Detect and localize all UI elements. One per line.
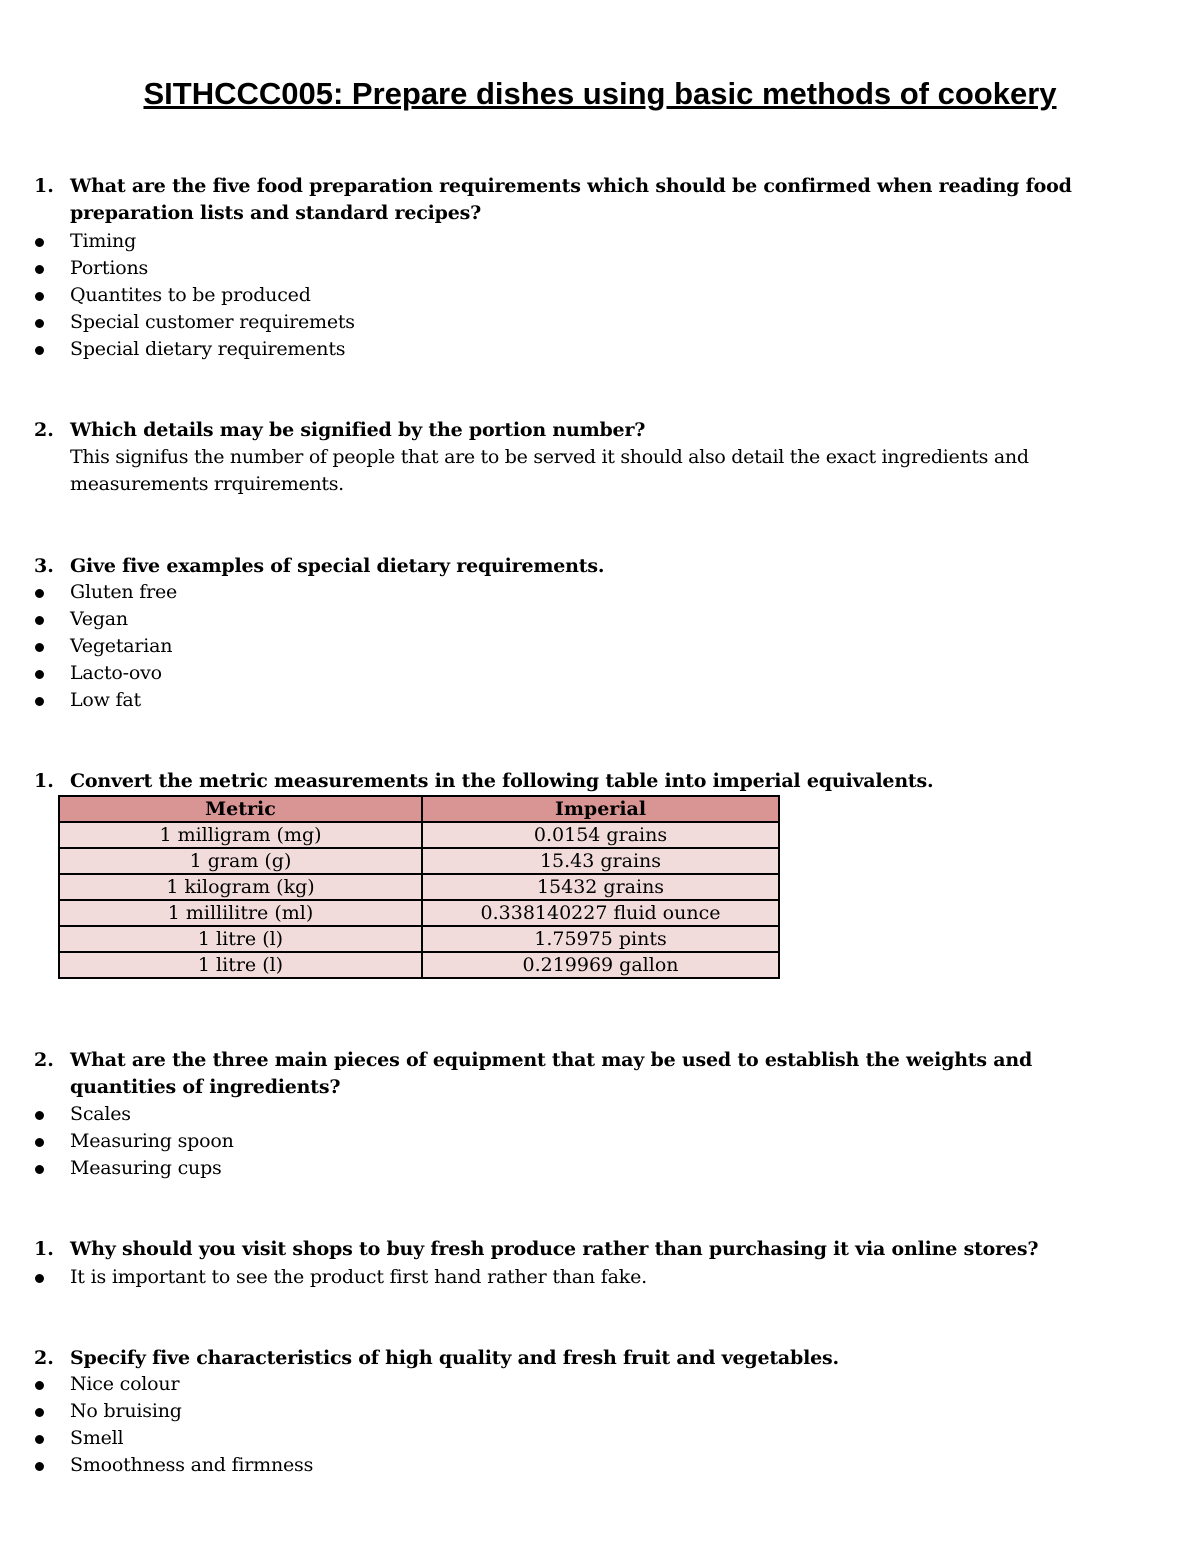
table-row xyxy=(59,874,779,900)
question-number: 2. xyxy=(34,419,54,441)
question-4 xyxy=(34,768,1144,795)
table-cell: 1 milligram (mg) xyxy=(59,822,422,848)
list-item: Low fat xyxy=(34,687,1134,714)
table-cell: 1 litre (l) xyxy=(59,926,422,952)
table-cell: 1 millilitre (ml) xyxy=(59,900,422,926)
list-item: Smoothness and firmness xyxy=(34,1452,1134,1479)
question-text: Which details may be signified by the portion number? xyxy=(70,419,646,441)
question-number: 3. xyxy=(34,555,54,577)
table-cell: 0.219969 gallon xyxy=(422,952,779,978)
question-text: What are the three main pieces of equipment that may be used to establish the weights and quantities of ingredients? xyxy=(70,1049,1033,1098)
bullet-icon xyxy=(35,589,44,598)
question-2 xyxy=(34,417,1144,444)
bullet-icon xyxy=(35,319,44,328)
bullet-icon xyxy=(35,1408,44,1417)
table-row xyxy=(59,900,779,926)
list-item: Vegan xyxy=(34,606,1134,633)
table-cell: 15432 grains xyxy=(422,874,779,900)
list-item: Measuring spoon xyxy=(34,1128,1134,1155)
question-number: 1. xyxy=(34,1238,54,1260)
bullet-icon xyxy=(35,1138,44,1147)
table-cell: 1 gram (g) xyxy=(59,848,422,874)
list-item: Portions xyxy=(34,255,1134,282)
list-item: It is important to see the product first hand rather than fake. xyxy=(34,1264,1134,1291)
question-1 xyxy=(34,173,1144,227)
question-number: 1. xyxy=(34,770,54,792)
list-item: Timing xyxy=(34,228,1134,255)
bullet-icon xyxy=(35,697,44,706)
table-cell: 1 kilogram (kg) xyxy=(59,874,422,900)
bullet-icon xyxy=(35,616,44,625)
question-7 xyxy=(34,1345,1144,1372)
question-number: 1. xyxy=(34,175,54,197)
list-item: Lacto-ovo xyxy=(34,660,1134,687)
question-number: 2. xyxy=(34,1049,54,1071)
bullet-icon xyxy=(35,1462,44,1471)
bullet-icon xyxy=(35,292,44,301)
answer-list-7 xyxy=(34,1371,1134,1479)
list-item: Nice colour xyxy=(34,1371,1134,1398)
table-row xyxy=(59,952,779,978)
bullet-icon xyxy=(35,670,44,679)
question-text: Give five examples of special dietary requirements. xyxy=(70,555,605,577)
answer-list-6 xyxy=(34,1264,1134,1291)
answer-paragraph: This signifus the number of people that are to be served it should also detail the exact ingredients and measurements rrquirements. xyxy=(70,446,1029,495)
column-header-metric: Metric xyxy=(59,796,422,822)
bullet-icon xyxy=(35,238,44,247)
list-item: Quantites to be produced xyxy=(34,282,1134,309)
question-number: 2. xyxy=(34,1347,54,1369)
question-text: Convert the metric measurements in the following table into imperial equivalents. xyxy=(70,770,934,792)
question-text: Specify five characteristics of high quality and fresh fruit and vegetables. xyxy=(70,1347,839,1369)
page-title: SITHCCC005: Prepare dishes using basic methods of cookery xyxy=(143,76,1057,111)
table-header-row xyxy=(59,796,779,822)
conversion-table xyxy=(58,795,780,979)
list-item: Gluten free xyxy=(34,579,1134,606)
question-3 xyxy=(34,553,1144,580)
list-item: No bruising xyxy=(34,1398,1134,1425)
list-item: Special dietary requirements xyxy=(34,336,1134,363)
bullet-icon xyxy=(35,643,44,652)
table-cell: 1.75975 pints xyxy=(422,926,779,952)
table-cell: 1 litre (l) xyxy=(59,952,422,978)
table-row xyxy=(59,848,779,874)
list-item: Special customer requiremets xyxy=(34,309,1134,336)
list-item: Measuring cups xyxy=(34,1155,1134,1182)
list-item: Smell xyxy=(34,1425,1134,1452)
bullet-icon xyxy=(35,1165,44,1174)
list-item: Scales xyxy=(34,1101,1134,1128)
column-header-imperial: Imperial xyxy=(422,796,779,822)
table-cell: 15.43 grains xyxy=(422,848,779,874)
bullet-icon xyxy=(35,1274,44,1283)
table-cell: 0.338140227 fluid ounce xyxy=(422,900,779,926)
bullet-icon xyxy=(35,346,44,355)
question-text: Why should you visit shops to buy fresh produce rather than purchasing it via online stores? xyxy=(70,1238,1039,1260)
bullet-icon xyxy=(35,1435,44,1444)
question-5 xyxy=(34,1047,1144,1101)
bullet-icon xyxy=(35,1111,44,1120)
table-row xyxy=(59,926,779,952)
answer-list-3 xyxy=(34,579,1134,714)
answer-list-5 xyxy=(34,1101,1134,1182)
table-cell: 0.0154 grains xyxy=(422,822,779,848)
bullet-icon xyxy=(35,1381,44,1390)
bullet-icon xyxy=(35,265,44,274)
question-text: What are the five food preparation requirements which should be confirmed when reading food preparation lists and standard recipes? xyxy=(70,175,1072,224)
table-row xyxy=(59,822,779,848)
question-6 xyxy=(34,1236,1144,1263)
answer-list-1 xyxy=(34,228,1134,363)
list-item: Vegetarian xyxy=(34,633,1134,660)
